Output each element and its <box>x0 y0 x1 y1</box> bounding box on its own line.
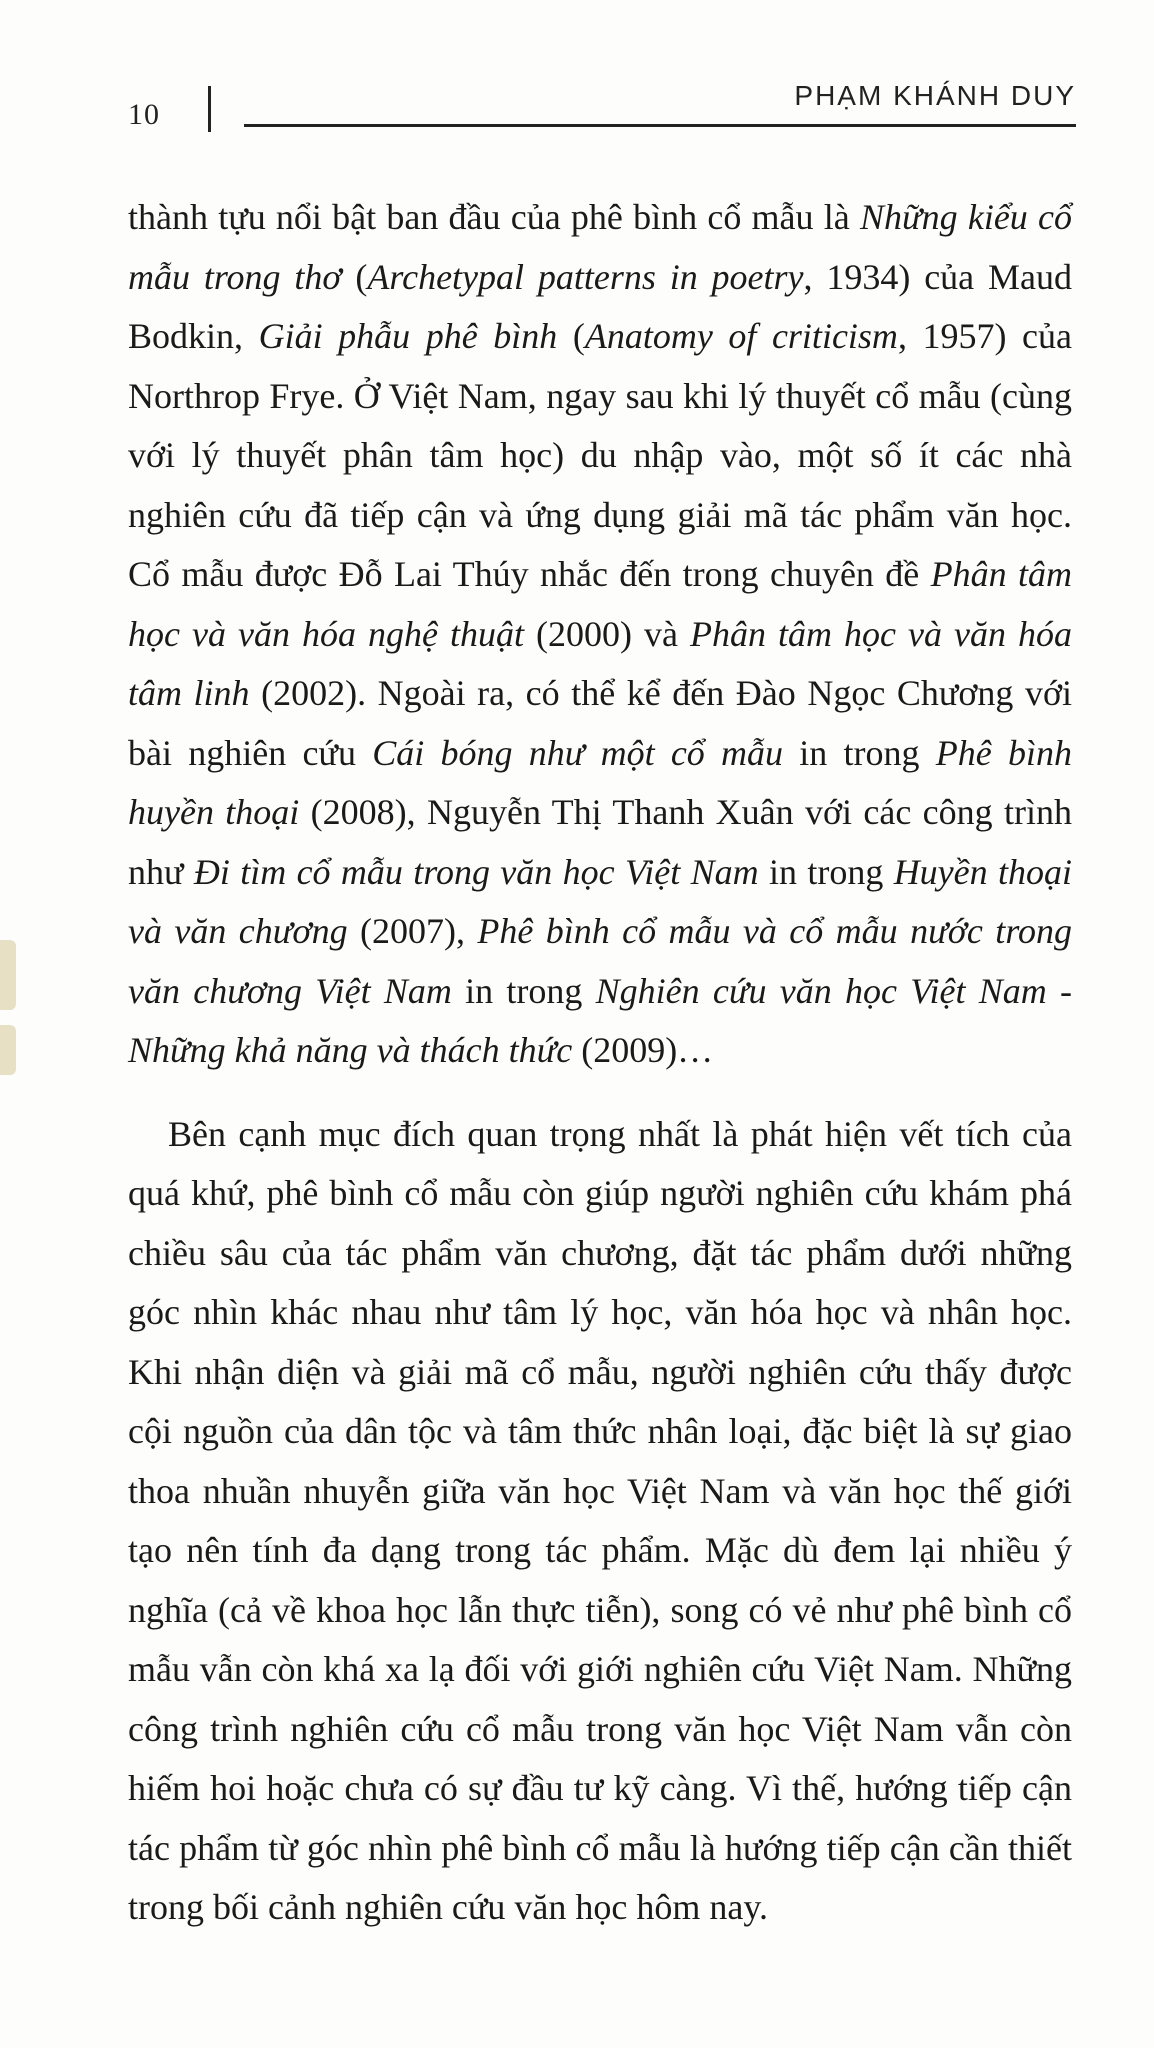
running-header-author: PHẠM KHÁNH DUY <box>794 80 1076 111</box>
page-number: 10 <box>128 98 160 131</box>
paragraph: Bên cạnh mục đích quan trọng nhất là phát hiện vết tích của quá khứ, phê bình cổ mẫu còn giúp người nghiên cứu khám phá chiều sâu của tác phẩm văn chương, đặt tác phẩm dưới những góc nhìn khác nhau như tâm lý học, văn hóa học và nhân học. Khi nhận diện và giải mã cổ mẫu, người nghiên cứu thấy được cội nguồn của dân tộc và tâm thức nhân loại, đặc biệt là sự giao thoa nhuần nhuyễn giữa văn học Việt Nam và văn học thế giới tạo nên tính đa dạng trong tác phẩm. Mặc dù đem lại nhiều ý nghĩa (cả về khoa học lẫn thực tiễn), song có vẻ như phê bình cổ mẫu vẫn còn khá xa lạ đối với giới nghiên cứu Việt Nam. Những công trình nghiên cứu cổ mẫu trong văn học Việt Nam vẫn còn hiếm hoi hoặc chưa có sự đầu tư kỹ càng. Vì thế, hướng tiếp cận tác phẩm từ góc nhìn phê bình cổ mẫu là hướng tiếp cận cần thiết trong bối cảnh nghiên cứu văn học hôm nay. <box>128 1113 1072 1927</box>
text-run: in trong <box>451 970 596 1011</box>
page-edge-mark <box>0 1025 16 1075</box>
italic-title: Archetypal patterns in poetry <box>367 256 804 297</box>
italic-title: Phê bình huyền thoại <box>128 732 1072 832</box>
text-run: (2008), Nguyễn Thị Thanh Xuân với các công trình như <box>128 792 1072 892</box>
text-run: , 1934) của Maud Bodkin, <box>128 256 1072 356</box>
italic-title: Phê bình cổ mẫu và cổ mẫu nước trong văn chương Việt Nam <box>128 911 1072 1011</box>
text-run: (2007), <box>347 911 478 951</box>
text-run: thành tựu nổi bật ban đầu của phê bình cổ mẫu là <box>128 197 860 237</box>
italic-title: Đi tìm cổ mẫu trong văn học Việt Nam <box>193 851 759 892</box>
text-run: ( <box>557 316 585 356</box>
italic-title: Phân tâm học và văn hóa nghệ thuật <box>128 554 1072 654</box>
body-text <box>128 188 1072 1938</box>
text-run: in trong <box>758 851 894 892</box>
text-run: , 1957) của Northrop Frye. Ở Việt Nam, ngay sau khi lý thuyết cổ mẫu (cùng với lý thuyết phân tâm học) du nhập vào, một số ít các nhà nghiên cứu đã tiếp cận và ứng dụng giải mã tác phẩm văn học. Cổ mẫu được Đỗ Lai Thúy nhắc đến trong chuyên đề <box>128 316 1073 594</box>
header-rule <box>244 124 1076 127</box>
italic-title: Những kiểu cổ mẫu trong thơ <box>128 197 1072 297</box>
text-run: (2000) và <box>523 613 690 654</box>
paragraph <box>128 188 1072 1081</box>
italic-title: Phân tâm học và văn hóa tâm linh <box>128 613 1072 713</box>
text-run: in trong <box>783 732 936 773</box>
italic-title: Huyền thoại và văn chương <box>128 851 1072 951</box>
italic-title: Anatomy of criticism <box>584 316 898 356</box>
text-run: (2009)… <box>572 1030 714 1070</box>
running-header <box>0 80 1154 140</box>
text-run: (2002). Ngoài ra, có thể kể đến Đào Ngọc Chương với bài nghiên cứu <box>128 673 1072 773</box>
header-divider <box>208 86 211 132</box>
italic-title: Cái bóng như một cổ mẫu <box>372 732 784 773</box>
italic-title: Nghiên cứu văn học Việt Nam - Những khả năng và thách thức <box>128 970 1072 1070</box>
text-run: ( <box>341 256 368 297</box>
italic-title: Giải phẫu phê bình <box>258 316 558 356</box>
page-edge-mark <box>0 940 16 1010</box>
